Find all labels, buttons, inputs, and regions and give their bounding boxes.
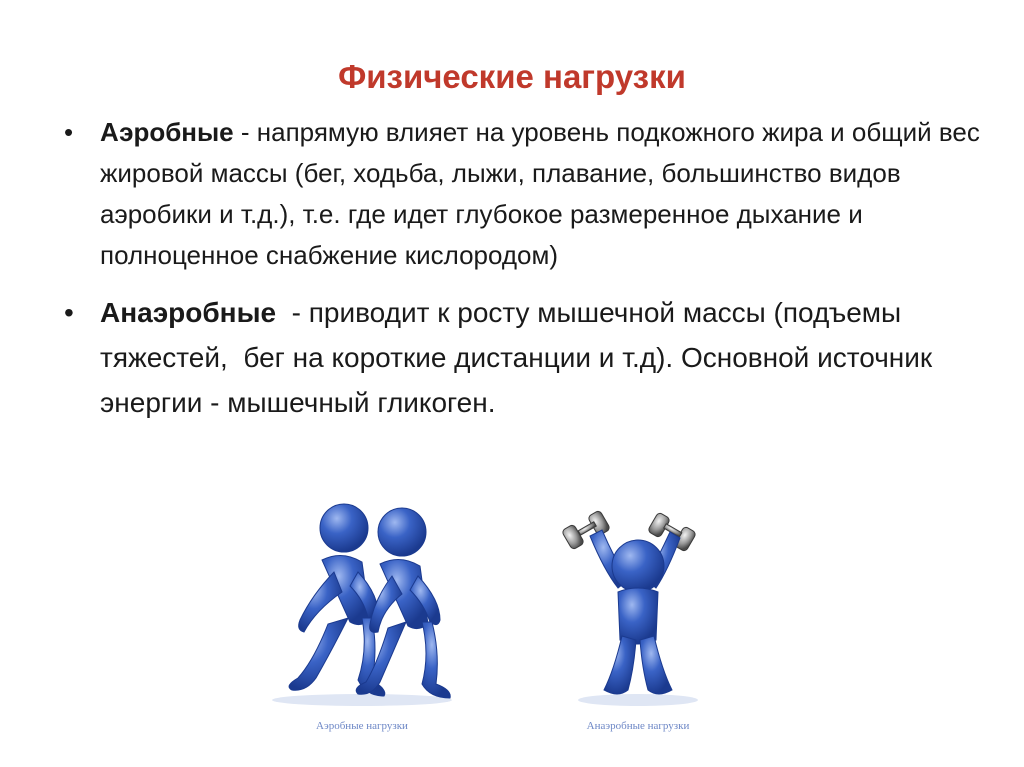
bullet-text: - напрямую влияет на уровень подкожного жира и общий вес жировой массы (бег, ходьба, лыжи, плавание, большинство видов аэробики и т.д.), т.е. где идет глубокое размеренное дыхание и полноценное снабжение кислородом) — [100, 117, 980, 270]
bullet-term: Аэробные — [100, 117, 234, 147]
aerobic-caption: Аэробные нагрузки — [316, 720, 408, 732]
bullet-list — [60, 112, 980, 439]
bullet-text: - приводит к росту мышечной массы (подъемы тяжестей, бег на короткие дистанции и т.д). Основной источник энергии - мышечный гликоген. — [100, 297, 940, 418]
bullet-anaerobic — [60, 290, 980, 425]
bullet-term: Анаэробные — [100, 297, 277, 328]
bullet-marker: • — [64, 117, 74, 147]
bullet-aerobic — [60, 112, 980, 276]
weightlifter-figure-icon — [548, 500, 728, 715]
slide-title: Физические нагрузки — [338, 58, 686, 95]
two-walking-figures-icon — [262, 500, 462, 715]
anaerobic-caption: Анаэробные нагрузки — [586, 720, 690, 732]
aerobic-illustration — [262, 500, 462, 745]
bullet-marker: • — [64, 297, 74, 328]
anaerobic-illustration — [548, 500, 728, 745]
